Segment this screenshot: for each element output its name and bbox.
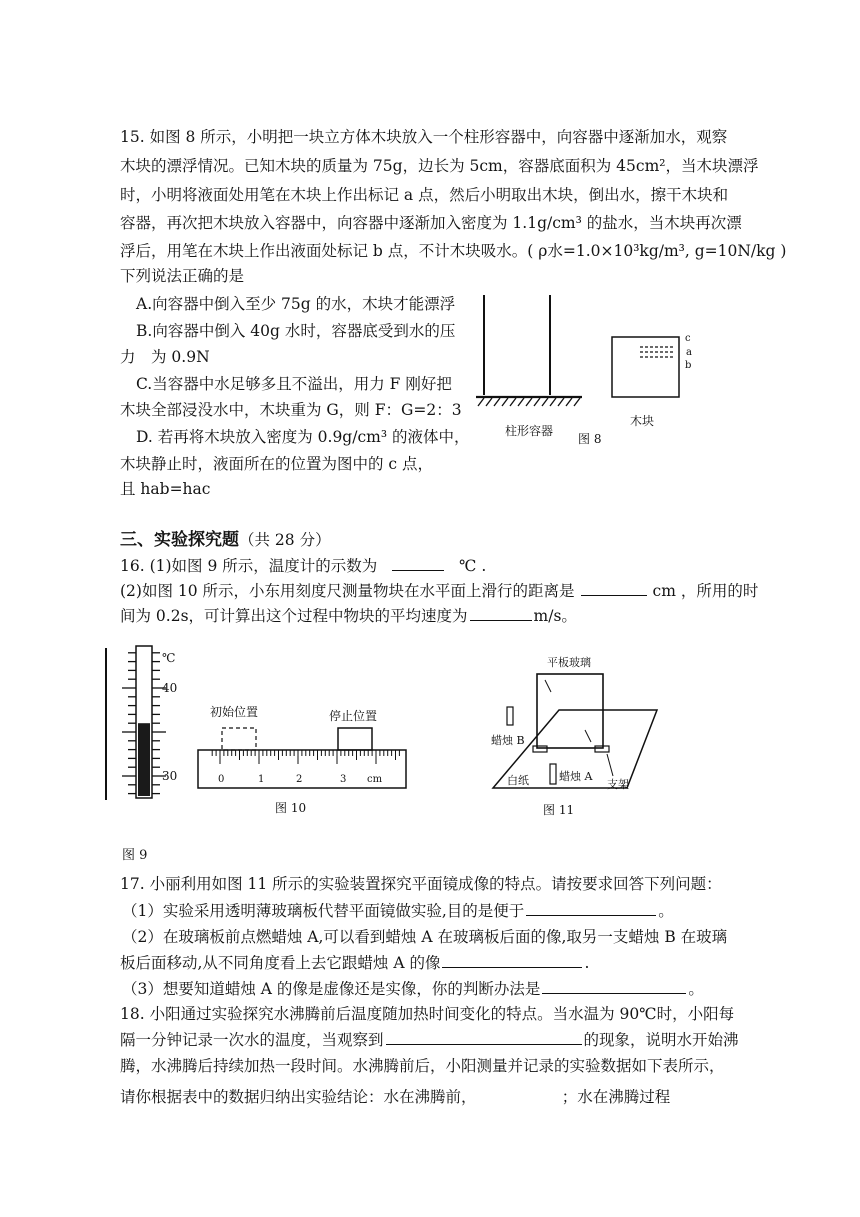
q17-part1-end: 。 [658,902,674,920]
q16-line-2 [120,581,758,601]
q16-part1-unit: ℃ . [459,557,487,575]
ruler-tick-0: 0 [218,774,225,785]
q15-line-2: 木块的漂浮情况。已知木块的质量为 75g，边长为 5cm，容器底面积为 45cm²，当木块漂浮 [120,157,759,175]
q17-part2-end: . [584,954,590,972]
candle-a-label: 蜡烛 A [559,770,593,783]
q15-line-1: 15. 如图 8 所示，小明把一块立方体木块放入一个柱形容器中，向容器中逐渐加水，观察 [120,128,728,146]
q18-line-1: 18. 小阳通过实验探究水沸腾前后温度随加热时间变化的特点。当水温为 90℃时，小阳每 [120,1005,735,1023]
q18-line-3: 腾，水沸腾后持续加热一段时间。水沸腾前后，小阳测量并记录的实验数据如下表所示， [120,1057,725,1075]
q15-option-b: B.向容器中倒入 40g 水时，容器底受到水的压 [136,322,456,340]
figure-8-caption: 图 8 [578,432,602,446]
section-3-heading [120,530,331,550]
q17-part1-text: （1）实验采用透明薄玻璃板代替平面镜做实验,目的是便于 [122,902,525,920]
figure-9-thermometer [100,640,190,810]
candle-b [507,707,513,725]
q18-part1-text: 隔一分钟记录一次水的温度，当观察到 [120,1031,384,1049]
q15-option-a: A.向容器中倒入至少 75g 的水，木块才能漂浮 [136,295,456,313]
candle-a [550,764,556,784]
q18-part1-end: 的现象，说明水开始沸 [583,1031,739,1049]
q17-part3-text: （3）想要知道蜡烛 A 的像是虚像还是实像，你的判断办法是 [122,980,541,998]
mark-b: b [685,360,692,371]
q16-answer-blank-2[interactable] [581,581,647,596]
thermometer-unit: ℃ [162,651,176,665]
q17-line-2 [122,901,674,921]
q16-answer-blank-3[interactable] [470,606,532,621]
q15-line-3: 时，小明将液面处用笔在木块上作出标记 a 点，然后小明取出木块，倒出水，擦干木块和 [120,186,729,204]
ruler-tick-2: 2 [296,774,303,785]
figure-10-caption: 图 10 [275,801,307,815]
section-3-points: （共 28 分） [239,531,331,549]
q15-line-6: 下列说法正确的是 [120,267,245,285]
ruler-tick-3: 3 [340,774,347,785]
ruler-unit: cm [367,774,383,785]
q16-part1-text: 16. (1)如图 9 所示，温度计的示数为 [120,557,378,575]
q15-option-d-cont: 木块静止时，液面所在的位置为图中的 c 点， [120,455,434,473]
figure-9-caption: 图 9 [122,848,148,863]
q17-line-3: （2）在玻璃板前点燃蜡烛 A,可以看到蜡烛 A 在玻璃板后面的像,取另一支蜡烛 B 在玻璃 [122,928,728,946]
start-block [222,728,256,750]
stand-label: 支架 [607,778,629,791]
q17-line-5 [122,979,704,999]
tick-label-40: 40 [162,681,178,695]
q16-line-3 [120,606,577,626]
q17-answer-blank-3[interactable] [542,979,686,994]
q15-option-b-cont: 力 为 0.9N [120,348,210,366]
start-position-label: 初始位置 [210,705,259,719]
mark-a: a [686,347,692,358]
wood-block [612,337,679,397]
q15-option-c-cont: 木块全部浸没水中，木块重为 G，则 F：G=2：3 [120,401,462,419]
q16-part2-text: (2)如图 10 所示，小东用刻度尺测量物块在水平面上滑行的距离是 [120,582,575,600]
q17-answer-blank-1[interactable] [526,901,656,916]
q15-line-4: 容器，再次把木块放入容器中，向容器中逐渐加入密度为 1.1g/cm³ 的盐水，当木块再次漂 [120,214,742,232]
q15-option-c: C.当容器中水足够多且不溢出，用力 F 刚好把 [136,375,452,393]
paper-label: 白纸 [507,774,529,787]
ruler-tick-1: 1 [258,774,265,785]
q18-answer-blank-1[interactable] [386,1030,582,1045]
q17-answer-blank-2[interactable] [442,953,582,968]
section-3-title: 三、实验探究题 [120,530,239,550]
q16-line-1 [120,556,486,576]
cylinder-container [476,295,582,406]
stop-position-label: 停止位置 [329,709,378,723]
mercury-column [138,723,150,796]
q17-part3-end: 。 [688,980,704,998]
figure-10-ruler [195,700,410,820]
q15-option-d: D. 若再将木块放入密度为 0.9g/cm³ 的液体中， [136,428,470,446]
container-label: 柱形容器 [505,424,554,438]
q16-part3-unit: m/s。 [533,607,577,625]
glass-plate [537,674,603,748]
q17-line-1: 17. 小丽利用如图 11 所示的实验装置探究平面镜成像的特点。请按要求回答下列问题： [120,875,722,893]
q18-line-2 [120,1030,739,1050]
glass-label: 平板玻璃 [547,656,591,669]
q16-part3-text: 间为 0.2s，可计算出这个过程中物块的平均速度为 [120,607,468,625]
candle-b-label: 蜡烛 B [491,734,525,747]
figure-11-caption: 图 11 [543,803,575,817]
q17-part2-text: 板后面移动,从不同角度看上去它跟蜡烛 A 的像 [120,954,441,972]
tick-label-30: 30 [162,769,178,783]
q18-line-4-cut: 请你根据表中的数据归纳出实验结论：水在沸腾前， ；水在沸腾过程 [120,1088,671,1106]
q16-part2-unit: cm ，所用的时 [652,582,759,600]
figure-11-mirror-setup [485,652,665,822]
q17-line-4 [120,953,589,973]
q16-answer-blank-1[interactable] [392,556,444,571]
q15-option-d-cont2: 且 hab=hac [120,480,211,498]
block-label: 木块 [630,414,655,428]
figure-8 [470,285,710,455]
q15-line-5: 浮后，用笔在木块上作出液面处标记 b 点，不计木块吸水。( ρ水=1.0×10³kg/m³, g=10N/kg ) [120,242,787,260]
stop-block [338,728,372,750]
mark-c: c [685,333,691,344]
